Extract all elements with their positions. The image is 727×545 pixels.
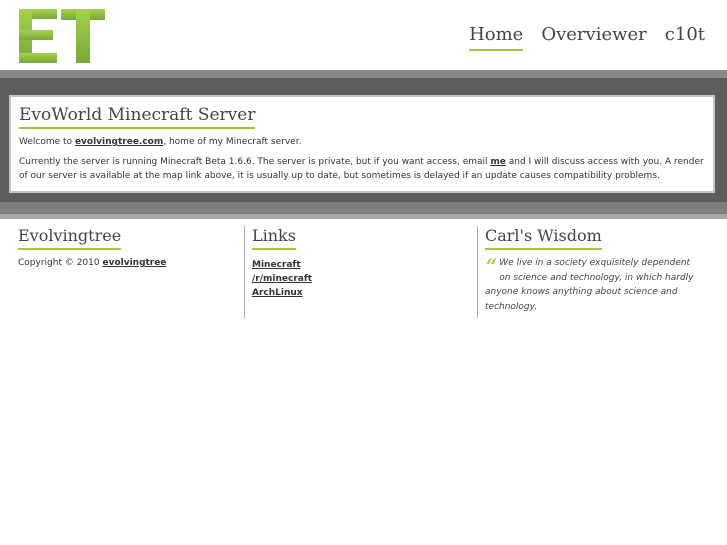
page-title: EvoWorld Minecraft Server: [19, 105, 255, 129]
welcome-prefix: Welcome to: [19, 137, 75, 147]
top-band-bottom: [0, 214, 727, 219]
link-minecraft[interactable]: Minecraft: [252, 260, 301, 270]
body-suffix: and I will discuss access with you. A render of our server is available at the map link above, it is usually up to date, but sometimes is delayed if an update causes compatibility problems.: [19, 157, 704, 181]
quote-text: We live in a society exquisitely dependent on science and technology, in which hardly anyone knows anything about science and technology.: [485, 258, 694, 312]
footer-title-links: Links: [252, 226, 296, 250]
welcome-text: [19, 135, 705, 149]
nav-c10t[interactable]: c10t: [664, 24, 705, 45]
et-logo-icon: [19, 9, 105, 63]
main-nav: [469, 24, 705, 51]
server-info-text: [19, 155, 705, 183]
site-link[interactable]: evolvingtree.com: [74, 137, 164, 147]
copyright-prefix: Copyright © 2010: [18, 258, 103, 268]
welcome-suffix: , home of my Minecraft server.: [163, 137, 302, 147]
footer: [0, 226, 727, 318]
footer-title-wisdom: Carl's Wisdom: [485, 226, 602, 250]
link-archlinux[interactable]: ArchLinux: [252, 288, 303, 298]
footer-title-evolvingtree: Evolvingtree: [18, 226, 121, 250]
list-item: [252, 258, 478, 272]
wisdom-quote: [485, 256, 700, 314]
links-list: [252, 258, 478, 300]
top-band-lower: [0, 202, 727, 214]
list-item: [252, 286, 478, 300]
header: [0, 0, 727, 70]
content-box: [9, 95, 715, 193]
nav-home[interactable]: Home: [469, 24, 523, 51]
footer-col-links: [244, 226, 478, 318]
link-r-minecraft[interactable]: /r/minecraft: [252, 274, 313, 284]
nav-overviewer[interactable]: Overviewer: [541, 24, 647, 45]
top-band-light: [0, 70, 727, 78]
quote-mark-icon: “: [485, 254, 498, 282]
copyright-link[interactable]: evolvingtree: [102, 258, 167, 268]
footer-col-wisdom: [477, 226, 715, 318]
footer-col-evolvingtree: [18, 226, 238, 318]
site-logo[interactable]: [19, 9, 105, 63]
list-item: [252, 272, 478, 286]
copyright: [18, 258, 238, 268]
email-me-link[interactable]: me: [490, 157, 506, 167]
body-prefix: Currently the server is running Minecraft Beta 1.6.6. The server is private, but if you want access, email: [19, 157, 491, 167]
